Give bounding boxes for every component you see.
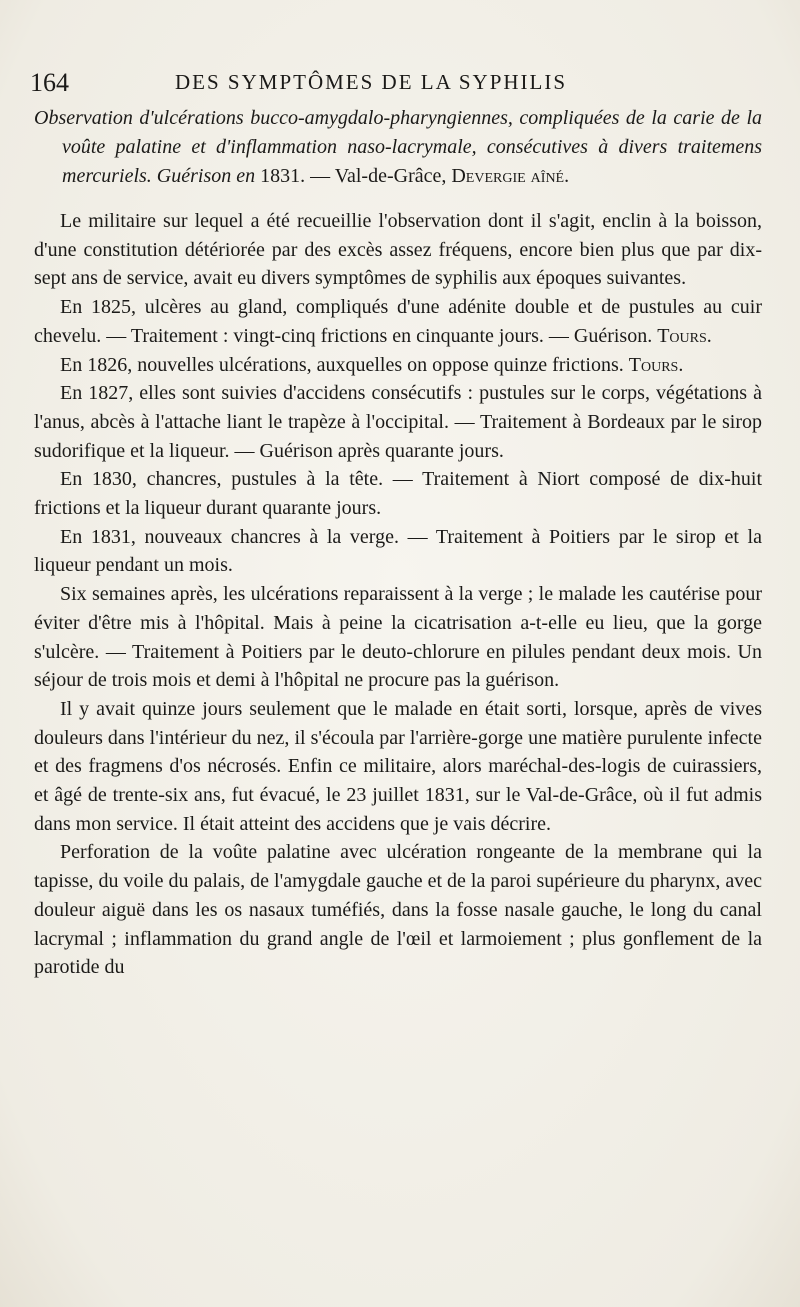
- paragraph-text: Six semaines après, les ulcérations reparaissent à la verge ; le malade les cautérise pour éviter d'être mis à l'hôpital. Mais à peine la cicatrisation a-t-elle eu lieu, que la gorge s'ulcère. — Traitement à Poitiers par le deuto-chlorure en pilules pendant deux mois. Un séjour de trois mois et demi à l'hôpital ne procure pas la guérison.: [34, 583, 762, 692]
- paragraph: [34, 695, 762, 839]
- observation-heading: [34, 104, 762, 191]
- paragraph-text: En 1827, elles sont suivies d'accidens consécutifs : pustules sur le corps, végétations à l'anus, abcès à l'attache liant le trapèze à l'occipital. — Traitement à Bordeaux par le sirop sudorifique et la liqueur. — Guérison après quarante jours.: [34, 382, 762, 462]
- paragraph: [34, 523, 762, 580]
- paragraph: [34, 293, 762, 350]
- paragraph: [34, 580, 762, 695]
- paragraph-text: Perforation de la voûte palatine avec ulcération rongeante de la membrane qui la tapisse, du voile du palais, de l'amygdale gauche et de la paroi supérieure du pharynx, avec douleur aiguë dans les os nasaux tuméfiés, dans la fosse nasale gauche, le long du canal lacrymal ; inflammation du grand angle de l'œil et larmoiement ; plus gonflement de la parotide du: [34, 841, 762, 979]
- paragraph-text: En 1825, ulcères au gland, compliqués d'une adénite double et de pustules au cuir chevelu. — Traitement : vingt-cinq frictions en cinquante jours. — Guérison.: [34, 296, 762, 347]
- page-body: [34, 104, 762, 982]
- paragraph-text: Il y avait quinze jours seulement que le malade en était sorti, lorsque, après de vives douleurs dans l'intérieur du nez, il s'écoula par l'arrière-gorge une matière purulente infecte et des fragmens d'os nécrosés. Enfin ce militaire, alors maréchal-des-logis de cuirassiers, et âgé de trente-six ans, fut évacué, le 23 juillet 1831, sur le Val-de-Grâce, où il fut admis dans mon service. Il était atteint des accidens que je vais décrire.: [34, 697, 762, 835]
- place-name: Tours.: [628, 353, 684, 376]
- paragraph-text: En 1831, nouveaux chancres à la verge. — Traitement à Poitiers par le sirop et la liqueur pendant un mois.: [34, 525, 762, 577]
- heading-year: 1831. — Val-de-Grâce,: [255, 165, 452, 187]
- paragraph: [34, 207, 762, 293]
- place-name: Tours.: [657, 324, 712, 347]
- running-title: DES SYMPTÔMES DE LA SYPHILIS: [175, 70, 568, 94]
- paragraph-text: En 1830, chancres, pustules à la tête. — Traitement à Niort composé de dix-huit frictions et la liqueur durant quarante jours.: [34, 468, 762, 520]
- paragraph: [34, 465, 762, 522]
- heading-italic: Observation d'ulcérations bucco-amygdalo-pharyngiennes, compliquées de la carie de la voûte palatine et d'inflammation naso-lacrymale, consécutives à divers traitemens mercuriels. Guérison en: [34, 107, 762, 187]
- paragraph: [34, 838, 762, 982]
- paragraph-text: En 1826, nouvelles ulcérations, auxquelles on oppose quinze frictions.: [60, 353, 629, 376]
- page-number: 164: [30, 68, 69, 97]
- paragraph: [34, 379, 762, 465]
- paragraph-text: Le militaire sur lequel a été recueillie l'observation dont il s'agit, enclin à la boisson, d'une constitution détériorée par des excès assez fréquens, encore bien plus que par dix-sept ans de service, avait eu divers symptômes de syphilis aux époques suivantes.: [34, 210, 762, 290]
- paragraph: [34, 351, 762, 380]
- page-header: [30, 64, 770, 104]
- heading-author: Devergie aîné.: [451, 165, 570, 187]
